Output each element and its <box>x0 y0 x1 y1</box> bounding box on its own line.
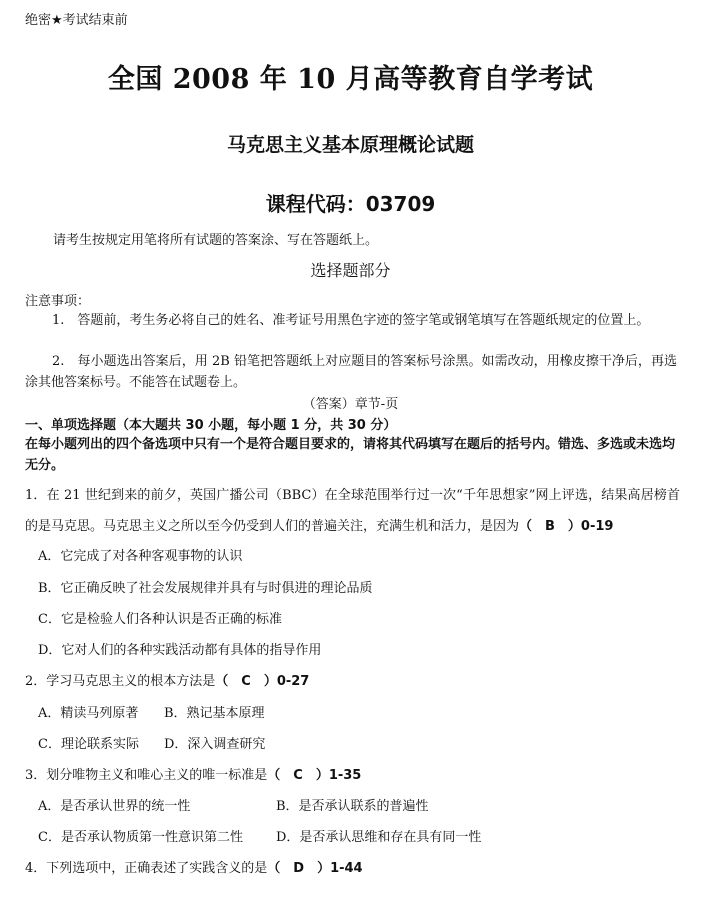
question-option: A．精读马列原著 <box>38 706 139 721</box>
section-title: 选择题部分 <box>310 261 391 280</box>
exam-title: 全国 2008 年 10 月高等教育自学考试 <box>107 64 594 95</box>
question-option: A．是否承认世界的统一性 <box>38 799 191 814</box>
question-stem: 3．划分唯物主义和唯心主义的唯一标准是 <box>25 768 268 783</box>
question-option: D．是否承认思维和存在具有同一性 <box>276 830 482 845</box>
question-stem: 2．学习马克思主义的根本方法是 <box>25 674 216 689</box>
answer-reference-note: （答案）章节-页 <box>302 397 399 412</box>
question-answer: （ D ）1-44 <box>267 861 363 876</box>
question-1 <box>25 480 680 542</box>
question-option: B．是否承认联系的普遍性 <box>276 799 429 814</box>
question-2 <box>25 670 309 689</box>
question-option: C．理论联系实际 <box>38 737 139 752</box>
course-code: 课程代码：03709 <box>265 192 436 216</box>
note-item: 2. 每小题选出答案后，用 2B 铅笔把答题纸上对应题目的答案标号涂黑。如需改动，用橡皮擦干净后，再选涂其他答案标号。不能答在试题卷上。 <box>25 354 677 390</box>
confidential-label: 绝密★考试结束前 <box>25 13 128 28</box>
notes-heading: 注意事项： <box>25 294 91 309</box>
question-answer: （ C ）1-35 <box>267 768 362 783</box>
question-option: D．深入调查研究 <box>164 737 266 752</box>
question-stem: 4．下列选项中，正确表述了实践含义的是 <box>25 861 268 876</box>
question-answer: （ B ）0-19 <box>519 519 614 534</box>
question-3 <box>25 764 361 783</box>
question-option: B．熟记基本原理 <box>164 706 265 721</box>
question-option: C．它是检验人们各种认识是否正确的标准 <box>38 612 282 627</box>
part-heading: 一、单项选择题（本大题共 30 小题，每小题 1 分，共 30 分） <box>25 418 397 433</box>
part-description: 在每小题列出的四个备选项中只有一个是符合题目要求的，请将其代码填写在题后的括号内。错选、多选或未选均无分。 <box>25 437 676 473</box>
question-option: A．它完成了对各种客观事物的认识 <box>38 549 243 564</box>
question-option: D．它对人们的各种实践活动都有具体的指导作用 <box>38 643 322 658</box>
question-answer: （ C ）0-27 <box>215 674 310 689</box>
question-4 <box>25 857 363 876</box>
note-item: 1. 答题前，考生务必将自己的姓名、准考证号用黑色字迹的签字笔或钢笔填写在答题纸规定的位置上。 <box>52 313 650 328</box>
exam-instruction: 请考生按规定用笔将所有试题的答案涂、写在答题纸上。 <box>53 233 379 248</box>
question-stem: 1．在 21 世纪到来的前夕，英国广播公司（BBC）在全球范围举行过一次“千年思想家”网上评选，结果高居榜首的是马克思。马克思主义之所以至今仍受到人们的普遍关注，充满生机和活力，是因为 <box>25 488 680 534</box>
question-option: B．它正确反映了社会发展规律并具有与时俱进的理论品质 <box>38 581 373 596</box>
exam-subtitle: 马克思主义基本原理概论试题 <box>226 134 474 156</box>
question-option: C．是否承认物质第一性意识第二性 <box>38 830 243 845</box>
